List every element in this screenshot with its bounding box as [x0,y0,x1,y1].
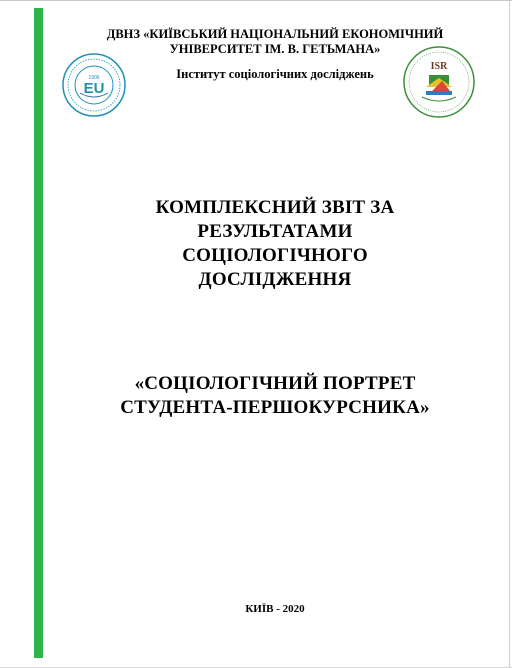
page-border-right [509,0,510,668]
report-subtitle-line2: СТУДЕНТА-ПЕРШОКУРСНИКА» [120,397,430,418]
report-title [60,196,490,292]
report-title-line4: ДОСЛІДЖЕННЯ [198,269,352,290]
svg-text:EU: EU [83,80,105,97]
report-title-line2: РЕЗУЛЬТАТАМИ [197,221,353,242]
page-border-top [0,0,512,1]
university-name-line2: УНІВЕРСИТЕТ ІМ. В. ГЕТЬМАНА» [169,42,381,56]
svg-text:1906: 1906 [88,75,100,81]
place-and-year: КИЇВ - 2020 [245,603,305,615]
report-title-line1: КОМПЛЕКСНИЙ ЗВІТ ЗА [155,197,395,218]
university-name-line1: ДВНЗ «КИЇВСЬКИЙ НАЦІОНАЛЬНИЙ ЕКОНОМІЧНИЙ [106,27,444,41]
report-subtitle [60,372,490,420]
institute-logo [402,45,476,119]
report-title-line3: СОЦІОЛОГІЧНОГО [182,245,368,266]
university-logo [62,53,126,117]
svg-text:ISR: ISR [430,61,448,72]
green-accent-bar [34,8,43,658]
institute-name: Інститут соціологічних досліджень [176,67,374,81]
report-subtitle-line1: «СОЦІОЛОГІЧНИЙ ПОРТРЕТ [134,373,416,394]
